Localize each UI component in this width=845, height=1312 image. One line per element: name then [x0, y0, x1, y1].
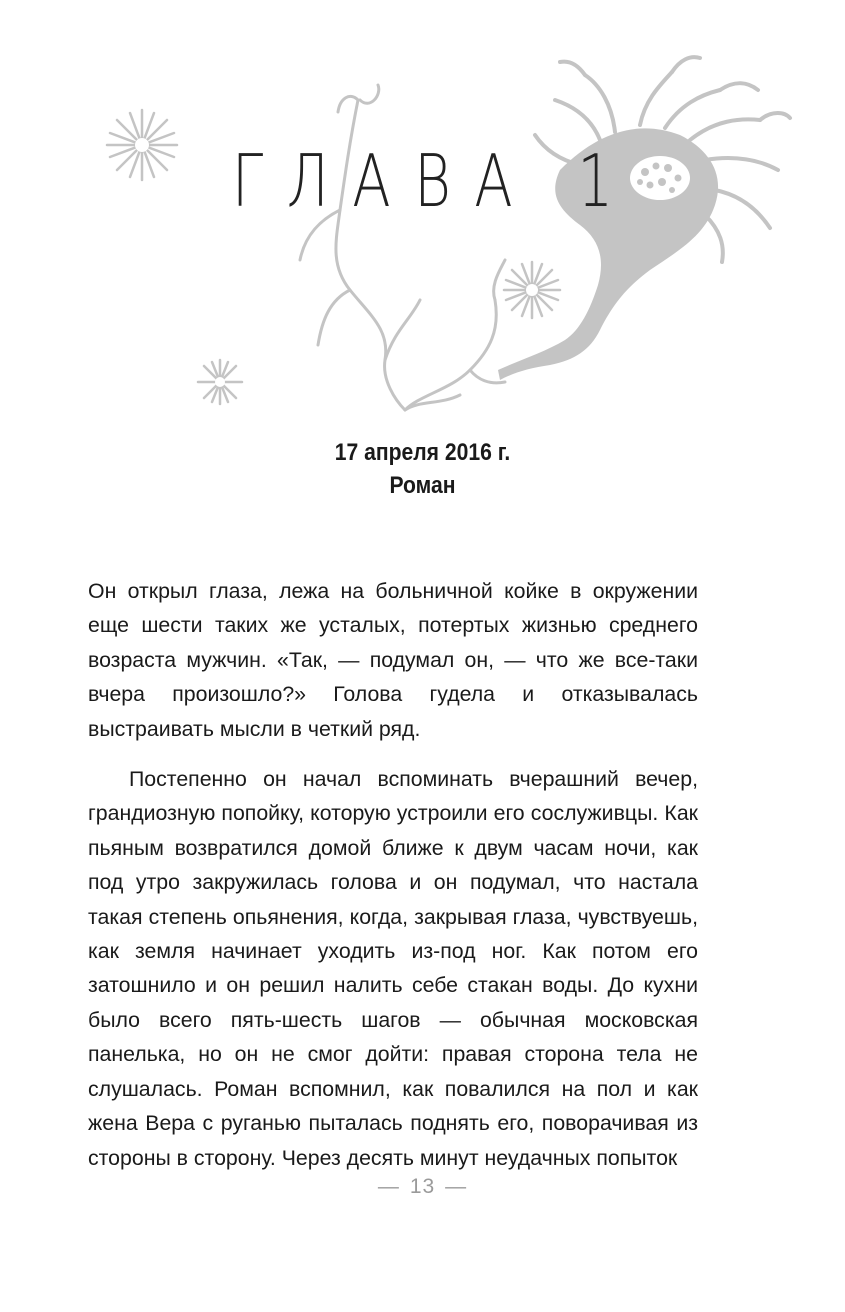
chapter-title: ГЛАВА 1: [231, 139, 637, 223]
page-number: [0, 1175, 845, 1199]
paragraph-1: Он открыл глаза, лежа на больничной койке в окружении еще шести таких же усталых, потертых жизнью среднего возраста мужчин. «Так, — подумал он, — что же все-таки вчера произошло?» Голова гудела и отказывалась выстраивать мысли в четкий ряд.: [88, 579, 698, 741]
page-number-value: 13: [409, 1175, 436, 1198]
heading-date: 17 апреля 2016 г.: [334, 439, 511, 466]
folio-dash-right: —: [445, 1175, 468, 1198]
folio-dash-left: —: [377, 1175, 400, 1198]
body-text: [88, 574, 698, 1175]
paragraph-2: Постепенно он начал вспоминать вчерашний вечер, грандиозную попойку, которую устроили его сослуживцы. Как пьяным возвратился домой ближе к двум часам ночи, как под утро закружилась голова и он подумал, что настала такая степень опьянения, когда, закрывая глаза, чувствуешь, как земля начинает уходить из-под ног. Как потом его затошнило и он решил налить себе стакан воды. До кухни было всего пять-шесть шагов — обычная московская панелька, но он не смог дойти: правая сторона тела не слушалась. Роман вспомнил, как повалился на пол и как жена Вера с руганью пыталась поднять его, поворачивая из стороны в сторону. Через десять минут неудачных попыток: [88, 767, 698, 1170]
heading-name: Роман: [389, 472, 456, 499]
chapter-heading: [51, 436, 795, 502]
